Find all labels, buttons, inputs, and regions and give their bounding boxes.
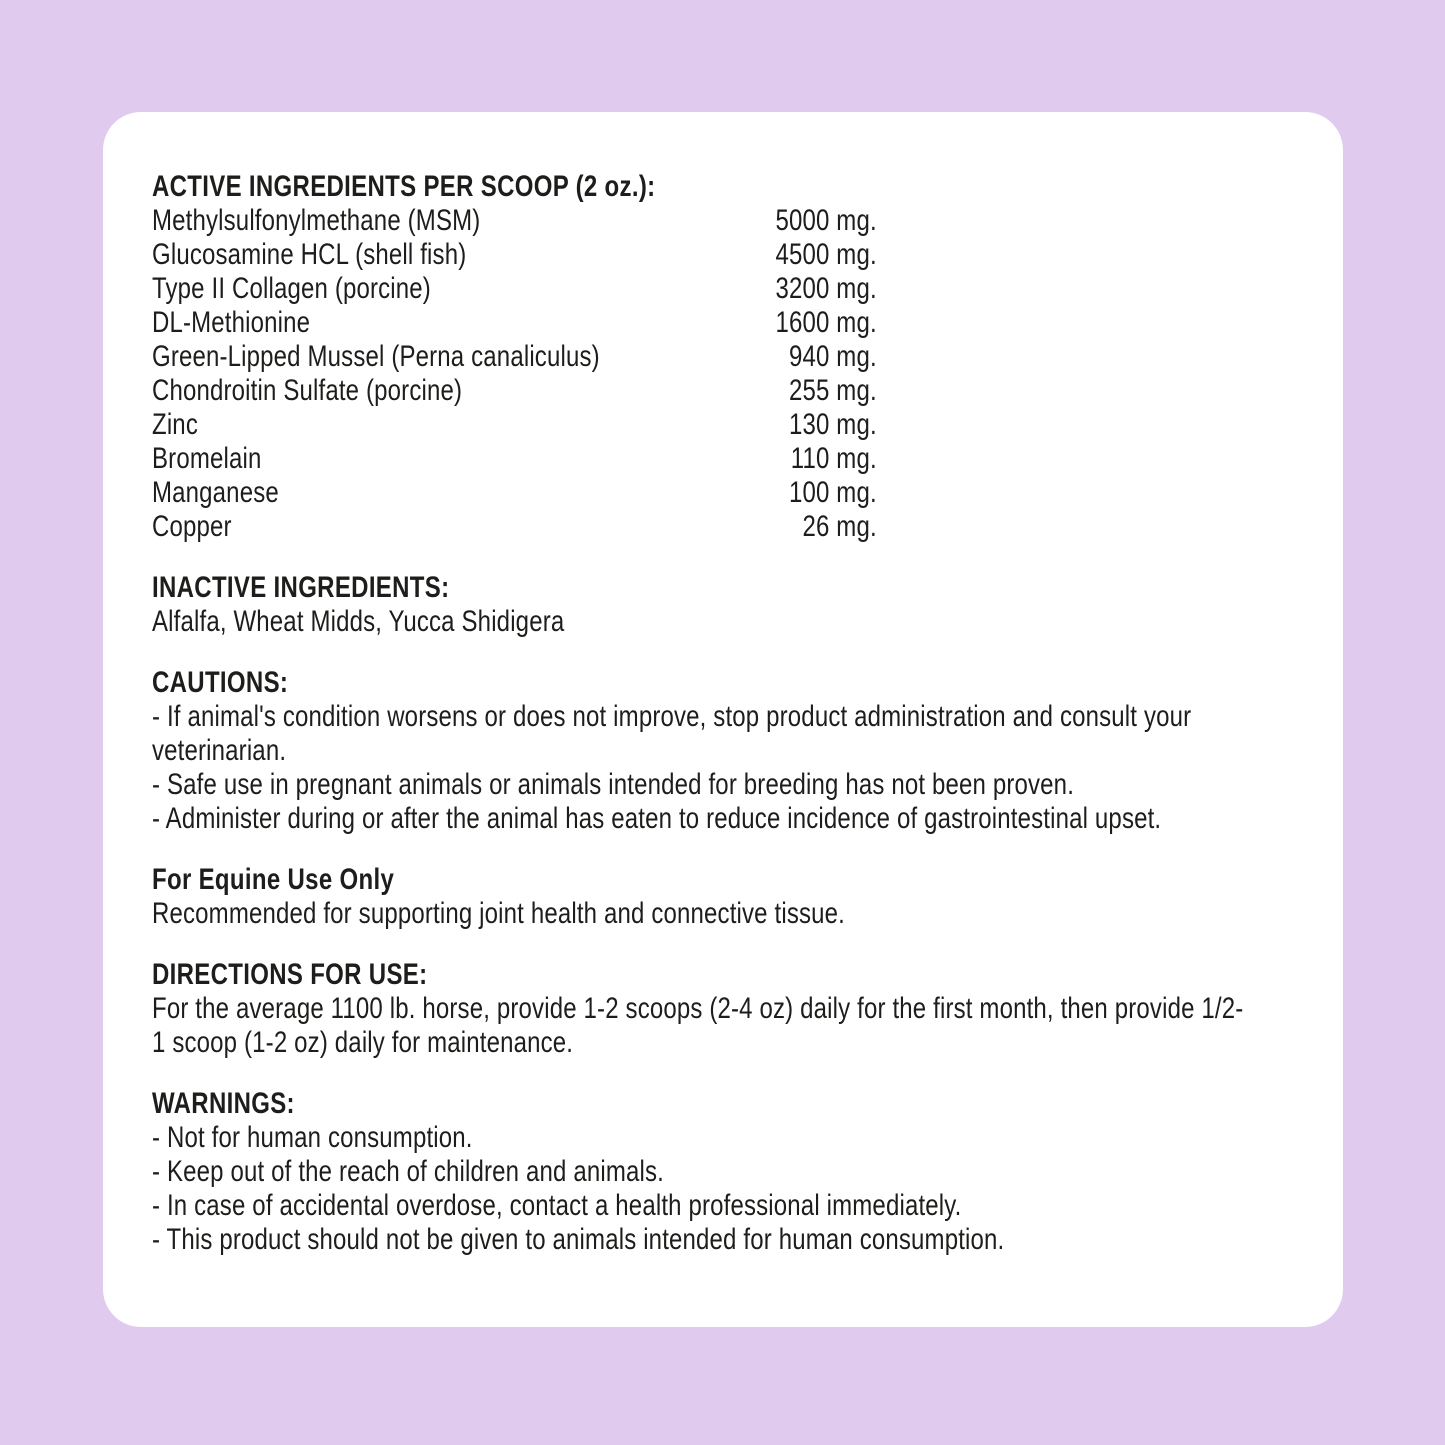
caution-item: - If animal's condition worsens or does not improve, stop product administration and consult your veterinarian. (152, 700, 1192, 767)
ingredient-name: DL-Methionine (152, 306, 311, 339)
directions-text: For the average 1100 lb. horse, provide 1-2 scoops (2-4 oz) daily for the first month, then provide 1/2-1 scoop (1-2 oz) daily for maintenance. (152, 992, 1244, 1059)
ingredient-row (152, 204, 877, 238)
inactive-ingredients-heading: INACTIVE INGREDIENTS: (152, 571, 450, 604)
warning-item: - Not for human consumption. (152, 1121, 473, 1154)
ingredient-name: Zinc (152, 408, 198, 441)
ingredient-amount: 26 mg. (802, 510, 877, 543)
ingredient-amount: 255 mg. (788, 374, 877, 407)
ingredient-name: Type II Collagen (porcine) (152, 272, 431, 305)
active-ingredients-heading: ACTIVE INGREDIENTS PER SCOOP (2 oz.): (152, 170, 656, 203)
ingredient-name: Methylsulfonylmethane (MSM) (152, 204, 481, 237)
ingredient-row (152, 442, 877, 476)
ingredient-amount: 130 mg. (788, 408, 877, 441)
warning-item: - Keep out of the reach of children and animals. (152, 1155, 664, 1188)
ingredient-amount: 3200 mg. (775, 272, 877, 305)
warnings-section (152, 1087, 1256, 1257)
warning-item: - In case of accidental overdose, contact a health professional immediately. (152, 1189, 962, 1222)
ingredient-amount: 100 mg. (788, 476, 877, 509)
label-card (103, 112, 1343, 1327)
ingredient-name: Manganese (152, 476, 279, 509)
warning-item: - This product should not be given to animals intended for human consumption. (152, 1223, 1005, 1256)
inactive-ingredients-section (152, 571, 1256, 639)
ingredient-amount: 110 mg. (790, 442, 877, 475)
ingredient-row (152, 476, 877, 510)
ingredient-amount: 1600 mg. (775, 306, 877, 339)
ingredient-row (152, 238, 877, 272)
label-content (152, 170, 1256, 1257)
ingredient-name: Chondroitin Sulfate (porcine) (152, 374, 463, 407)
directions-heading: DIRECTIONS FOR USE: (152, 958, 428, 991)
caution-item: - Administer during or after the animal has eaten to reduce incidence of gastrointestinal upset. (152, 802, 1162, 835)
ingredient-amount: 4500 mg. (775, 238, 877, 271)
inactive-ingredients-text: Alfalfa, Wheat Midds, Yucca Shidigera (152, 605, 565, 638)
ingredient-row (152, 374, 877, 408)
directions-section (152, 958, 1256, 1060)
equine-use-heading: For Equine Use Only (152, 863, 395, 896)
equine-use-section (152, 863, 1256, 931)
ingredient-name: Bromelain (152, 442, 262, 475)
ingredient-amount: 940 mg. (788, 340, 877, 373)
warnings-heading: WARNINGS: (152, 1087, 295, 1120)
ingredient-row (152, 510, 877, 544)
ingredient-name: Glucosamine HCL (shell fish) (152, 238, 467, 271)
cautions-section (152, 666, 1256, 836)
ingredient-amount: 5000 mg. (775, 204, 877, 237)
ingredient-row (152, 408, 877, 442)
ingredient-row (152, 306, 877, 340)
equine-use-text: Recommended for supporting joint health and connective tissue. (152, 897, 845, 930)
ingredient-name: Green-Lipped Mussel (Perna canaliculus) (152, 340, 600, 373)
ingredient-row (152, 272, 877, 306)
ingredient-row (152, 340, 877, 374)
active-ingredients-list (152, 204, 1256, 544)
caution-item: - Safe use in pregnant animals or animals intended for breeding has not been proven. (152, 768, 1075, 801)
ingredient-name: Copper (152, 510, 232, 543)
cautions-heading: CAUTIONS: (152, 666, 289, 699)
